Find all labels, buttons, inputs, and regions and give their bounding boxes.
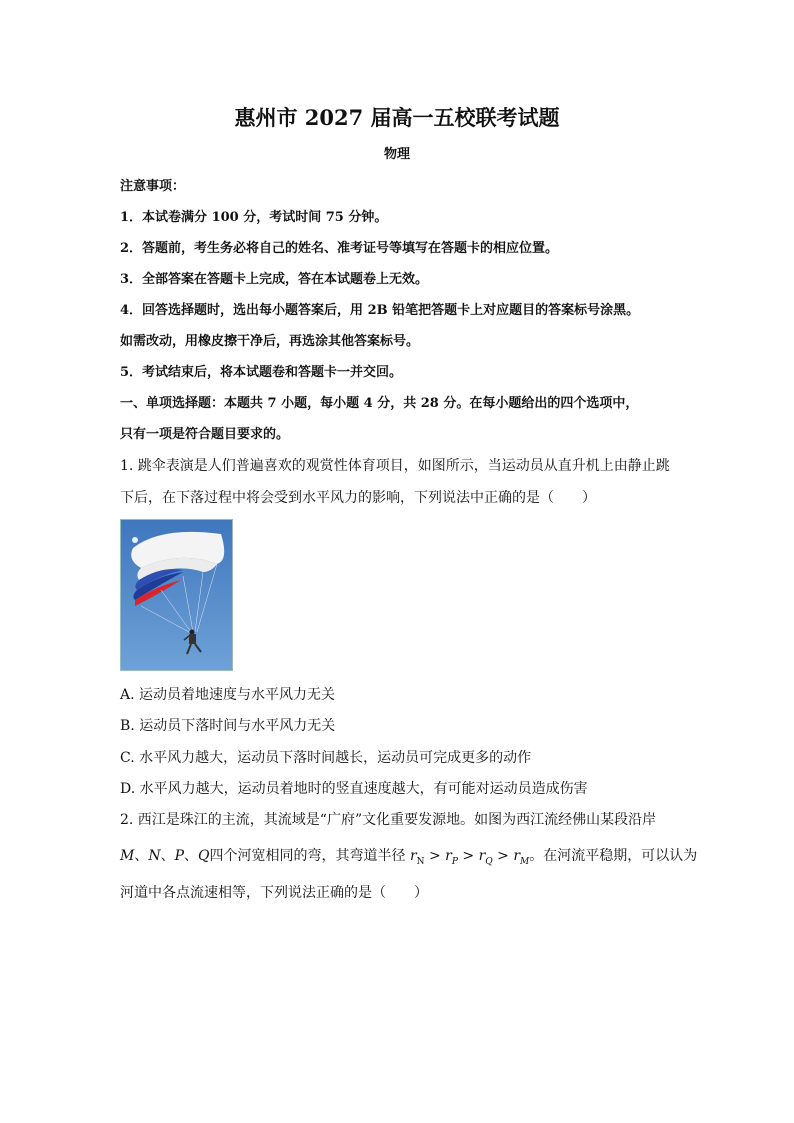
notice-item-4: 4．回答选择题时，选出每小题答案后，用 2B 铅笔把答题卡上对应题目的答案标号涂黑。: [120, 303, 640, 318]
var-P: P: [174, 848, 185, 864]
exam-title: 惠州市 2027 届高一五校联考试题: [234, 105, 560, 130]
q1-stem-line1: 1. 跳伞表演是人们普遍喜欢的观赏性体育项目，如图所示，当运动员从直升机上由静止跳: [120, 458, 670, 474]
parachutist-illustration: [121, 520, 233, 671]
notice-item-4-cont: 如需改动，用橡皮擦干净后，再选涂其他答案标号。: [120, 334, 420, 349]
q1-stem-line2: 下后，在下落过程中将会受到水平风力的影响，下列说法中正确的是（ ）: [120, 490, 596, 506]
q2-stem-line1: 2. 西江是珠江的主流，其流域是“广府”文化重要发源地。如图为西江流经佛山某段沿岸: [120, 812, 657, 828]
q1-option-d: D. 水平风力越大，运动员着地时的竖直速度越大，有可能对运动员造成伤害: [120, 781, 588, 797]
notice-item-1: 1．本试卷满分 100 分，考试时间 75 分钟。: [120, 210, 388, 225]
notice-item-3: 3．全部答案在答题卡上完成，答在本试题卷上无效。: [120, 272, 429, 287]
parachutist-image: [120, 519, 233, 671]
q1-option-b: B. 运动员下落时间与水平风力无关: [120, 718, 336, 734]
notice-item-2: 2．答题前，考生务必将自己的姓名、准考证号等填写在答题卡的相应位置。: [120, 241, 559, 256]
var-M: M: [120, 848, 135, 864]
q1-option-c: C. 水平风力越大，运动员下落时间越长，运动员可完成更多的动作: [120, 750, 532, 766]
q2-stem-line3: 河道中各点流速相等，下列说法正确的是（ ）: [120, 885, 428, 901]
var-Q: Q: [198, 848, 210, 864]
q1-option-a: A. 运动员着地速度与水平风力无关: [120, 687, 336, 703]
var-N: N: [148, 848, 161, 864]
moon: [132, 537, 138, 543]
notice-item-5: 5．考试结束后，将本试题卷和答题卡一并交回。: [120, 365, 403, 380]
notice-heading: 注意事项：: [120, 179, 186, 194]
q2-stem-line2: M、N、P、Q四个河宽相同的弯，其弯道半径 $r_N > r_P > r_Q > r_M$。在河流平稳期，可以认为: [120, 848, 698, 867]
section1-heading: 一、单项选择题：本题共 7 小题，每小题 4 分，共 28 分。在每小题给出的四个选项中，: [120, 396, 639, 411]
subject-heading: 物理: [383, 147, 410, 162]
section1-heading-cont: 只有一项是符合题目要求的。: [120, 427, 290, 442]
